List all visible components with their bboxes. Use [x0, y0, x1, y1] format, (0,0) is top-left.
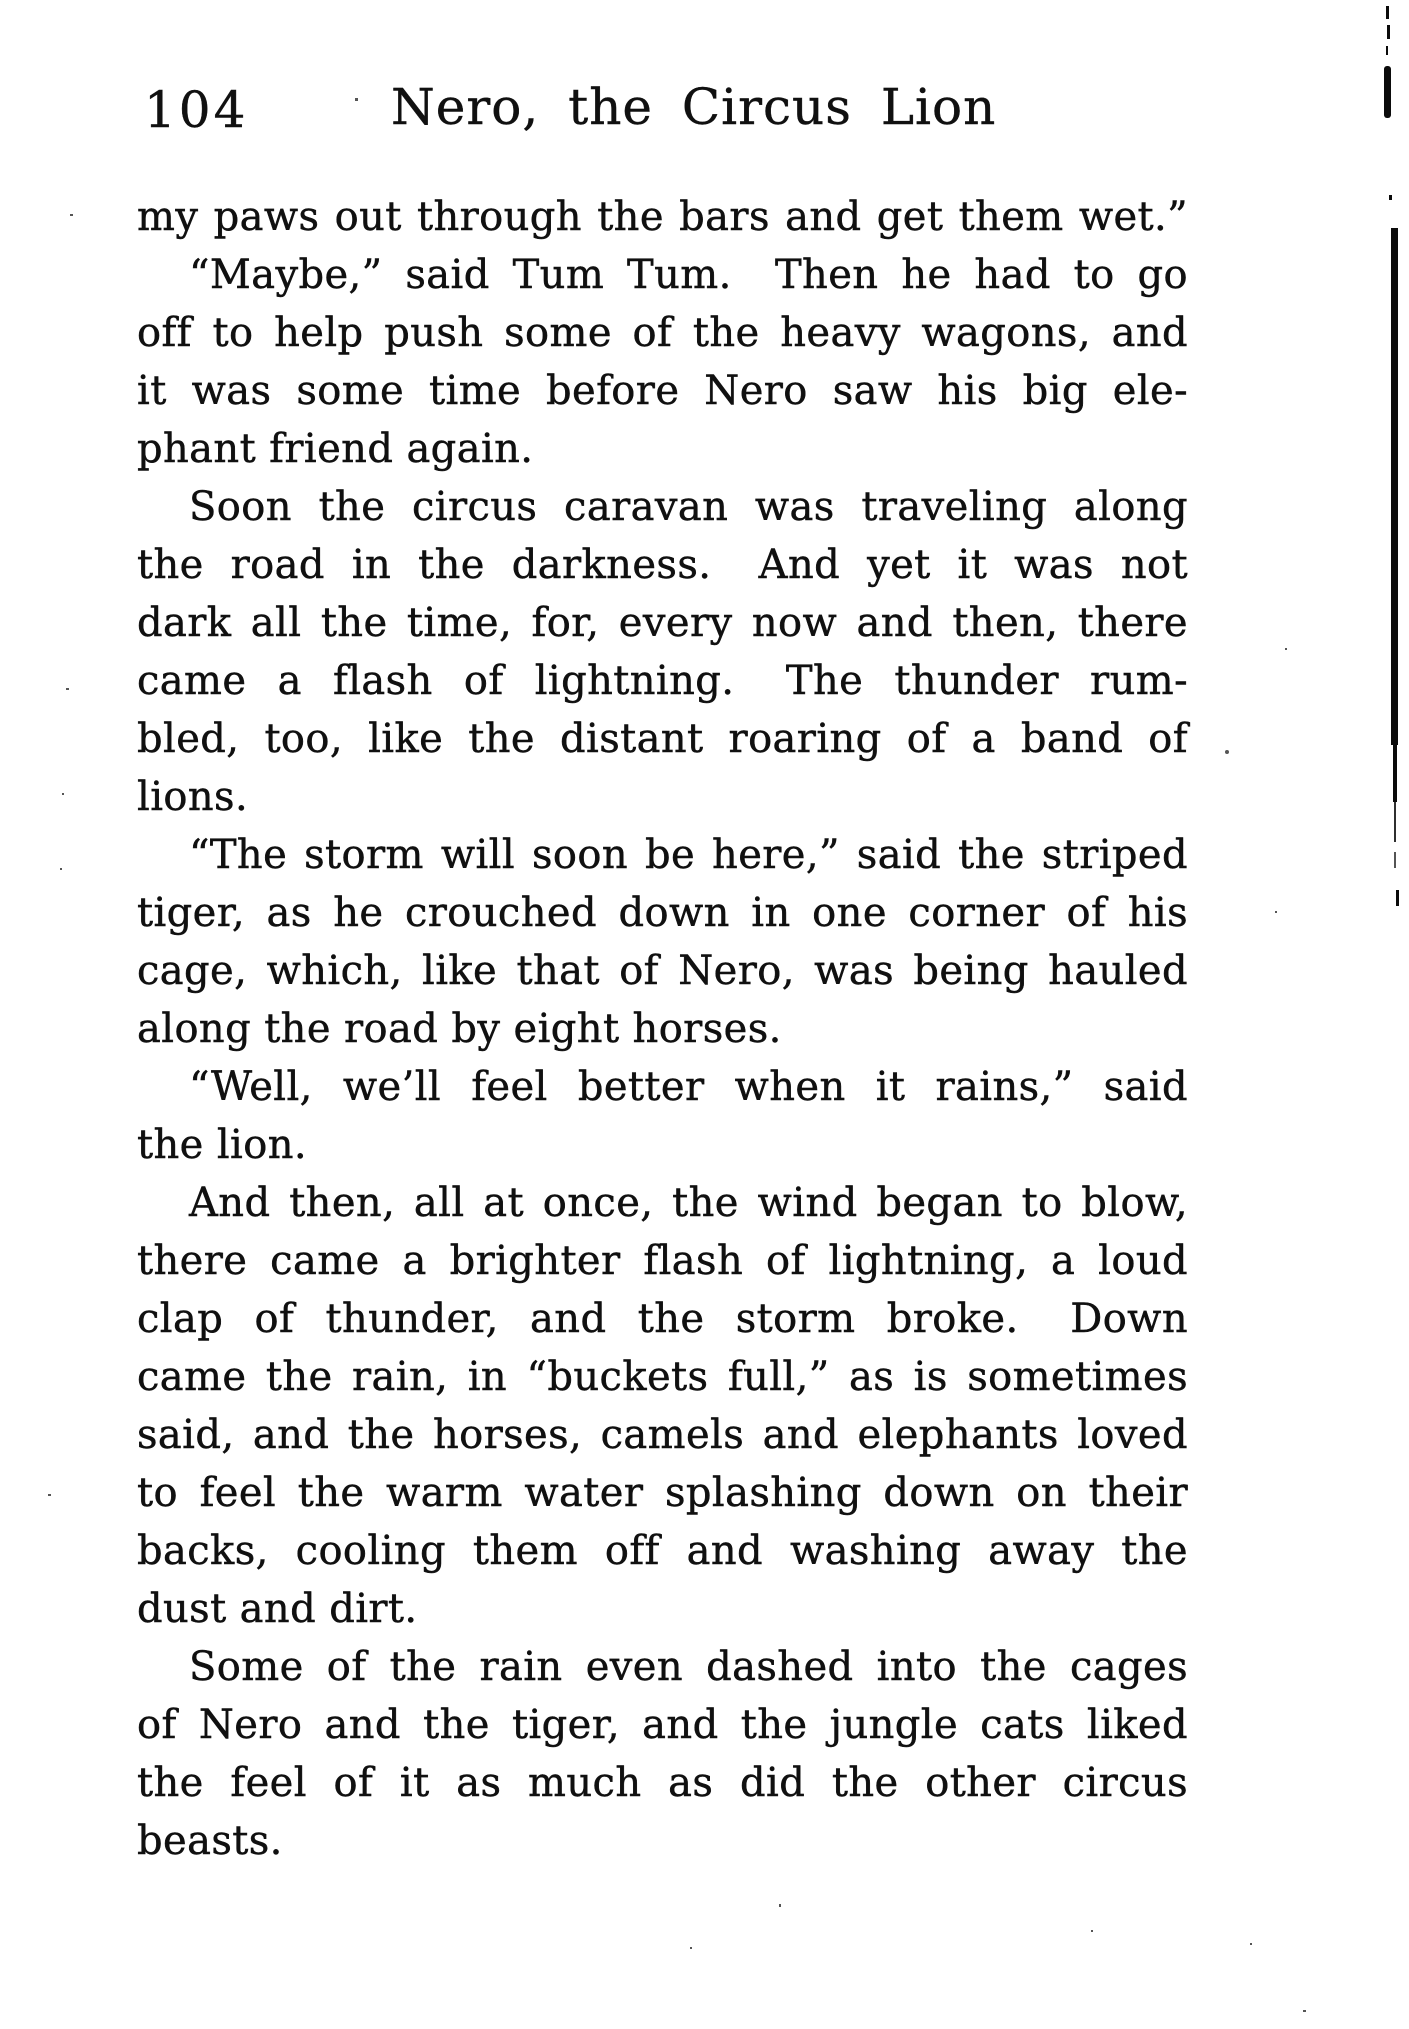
- text-line: there came a brighter flash of lightning, a loud: [137, 1238, 1188, 1284]
- text-line: off to help push some of the heavy wagons, and: [137, 310, 1188, 356]
- text-line: lions.: [137, 774, 249, 820]
- text-line: said, and the horses, camels and elephants loved: [137, 1412, 1188, 1458]
- text-line: beasts.: [137, 1818, 283, 1864]
- page-number: 104: [144, 81, 249, 139]
- text-line: along the road by eight horses.: [137, 1006, 782, 1052]
- scan-artifact-dot: [1389, 195, 1392, 200]
- scan-artifact-line: [1394, 802, 1396, 842]
- text-line: the feel of it as much as did the other circus: [137, 1760, 1188, 1806]
- ink-speck: [48, 1494, 51, 1496]
- text-line: “The storm will soon be here,” said the striped: [189, 832, 1188, 878]
- text-line: of Nero and the tiger, and the jungle cats liked: [137, 1702, 1188, 1748]
- text-line: tiger, as he crouched down in one corner of his: [137, 890, 1188, 936]
- text-line: Soon the circus caravan was traveling along: [189, 484, 1188, 530]
- scan-artifact-blob: [1384, 66, 1391, 118]
- text-line: And then, all at once, the wind began to blow,: [189, 1180, 1188, 1226]
- ink-speck: [1303, 2010, 1306, 2012]
- scan-artifact-dash: [1396, 890, 1399, 906]
- ink-speck: [66, 688, 69, 690]
- ink-speck: [1275, 911, 1277, 913]
- ink-speck: [70, 214, 73, 216]
- text-line: it was some time before Nero saw his big ele-: [137, 368, 1188, 414]
- ink-speck: [1250, 1943, 1252, 1945]
- text-line: phant friend again.: [137, 426, 534, 472]
- scan-artifact-dash: [1386, 6, 1389, 19]
- text-line: dark all the time, for, every now and then, there: [137, 600, 1188, 646]
- ink-speck: [690, 1947, 692, 1949]
- text-line: cage, which, like that of Nero, was being hauled: [137, 948, 1188, 994]
- text-line: Some of the rain even dashed into the cages: [189, 1644, 1188, 1690]
- ink-speck: [1285, 648, 1287, 650]
- scan-artifact-dash: [1394, 852, 1396, 868]
- text-line: “Maybe,” said Tum Tum. Then he had to go: [189, 252, 1188, 298]
- text-line: to feel the warm water splashing down on their: [137, 1470, 1188, 1516]
- text-line: dust and dirt.: [137, 1586, 418, 1632]
- text-line: bled, too, like the distant roaring of a band of: [137, 716, 1188, 762]
- text-line: backs, cooling them off and washing away the: [137, 1528, 1188, 1574]
- text-line: came a flash of lightning. The thunder rum-: [137, 658, 1188, 704]
- ink-speck: [60, 868, 62, 870]
- text-line: my paws out through the bars and get them wet.”: [137, 194, 1188, 240]
- ink-speck: [62, 793, 64, 795]
- scan-artifact-dash: [1386, 46, 1388, 55]
- ink-speck: [355, 98, 358, 101]
- text-line: the lion.: [137, 1122, 307, 1168]
- text-line: “Well, we’ll feel better when it rains,” said: [189, 1064, 1188, 1110]
- text-line: clap of thunder, and the storm broke. Down: [137, 1296, 1188, 1342]
- page-body: [137, 188, 1188, 1870]
- scan-artifact-dash: [1387, 25, 1390, 39]
- scan-artifact-line: [1393, 745, 1397, 802]
- page-title: Nero, the Circus Lion: [391, 78, 997, 136]
- text-line: the road in the darkness. And yet it was not: [137, 542, 1188, 588]
- scan-artifact-line: [1391, 228, 1398, 745]
- ink-speck: [779, 1904, 781, 1907]
- ink-speck: [1225, 750, 1229, 754]
- ink-speck: [1091, 1930, 1093, 1932]
- text-line: came the rain, in “buckets full,” as is sometimes: [137, 1354, 1188, 1400]
